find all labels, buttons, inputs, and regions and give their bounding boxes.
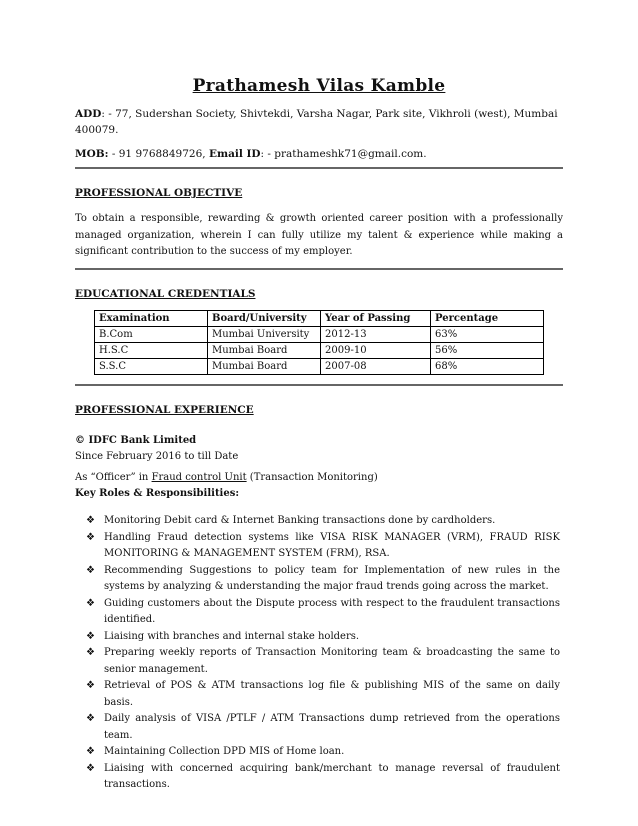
table-cell: Mumbai Board: [208, 343, 321, 359]
roles-heading: Key Roles & Responsibilities:: [75, 488, 240, 499]
objective-heading: PROFESSIONAL OBJECTIVE: [75, 187, 243, 199]
diamond-bullet-icon: ❖: [86, 647, 95, 658]
email-value: : - prathameshk71@gmail.com.: [260, 148, 427, 160]
address-label: ADD: [75, 108, 102, 120]
diamond-bullet-icon: ❖: [86, 680, 95, 691]
candidate-name: Prathamesh Vilas Kamble: [192, 76, 446, 96]
table-row: [95, 359, 544, 375]
responsibilities-list: [86, 513, 560, 794]
contact-line: [75, 146, 563, 162]
column-header: Year of Passing: [321, 311, 431, 327]
divider: [75, 384, 563, 386]
list-item: ❖ Guiding customers about the Dispute process with respect to the fraudulent transactions identified.: [86, 597, 560, 625]
company-name: © IDFC Bank Limited: [75, 435, 197, 446]
column-header: Examination: [95, 311, 208, 327]
table-cell: 2009-10: [321, 343, 431, 359]
table-cell: S.S.C: [95, 359, 208, 375]
mobile-label: MOB:: [75, 148, 109, 160]
column-header: Percentage: [431, 311, 544, 327]
table-cell: 2012-13: [321, 327, 431, 343]
list-item: ❖ Maintaining Collection DPD MIS of Home loan.: [86, 744, 560, 761]
table-cell: Mumbai University: [208, 327, 321, 343]
table-cell: B.Com: [95, 327, 208, 343]
table-cell: Mumbai Board: [208, 359, 321, 375]
list-item: ❖ Preparing weekly reports of Transaction Monitoring team & broadcasting the same to senior management.: [86, 647, 560, 675]
role-suffix: (Transaction Monitoring): [246, 472, 378, 483]
table-header-row: [95, 311, 544, 327]
diamond-bullet-icon: ❖: [86, 762, 95, 774]
table-cell: 2007-08: [321, 359, 431, 375]
list-item: ❖ Liaising with branches and internal stake holders.: [86, 629, 560, 646]
diamond-bullet-icon: ❖: [86, 515, 95, 526]
role-line: [75, 470, 563, 486]
list-item: ❖ Handling Fraud detection systems like VISA RISK MANAGER (VRM), FRAUD RISK MONITORING & MANAGEMENT SYSTEM (FRM), RSA.: [86, 531, 560, 559]
divider: [75, 167, 563, 169]
diamond-bullet-icon: ❖: [86, 746, 95, 757]
diamond-bullet-icon: ❖: [86, 531, 95, 543]
table-row: [95, 343, 544, 359]
address-line: [75, 106, 563, 138]
table-row: [95, 327, 544, 343]
table-cell: 56%: [431, 343, 544, 359]
education-heading: EDUCATIONAL CREDENTIALS: [75, 288, 256, 300]
column-header: Board/University: [208, 311, 321, 327]
diamond-bullet-icon: ❖: [86, 564, 95, 576]
table-cell: 68%: [431, 359, 544, 375]
list-item: ❖ Monitoring Debit card & Internet Banking transactions done by cardholders.: [86, 513, 560, 530]
diamond-bullet-icon: ❖: [86, 597, 95, 609]
role-unit: Fraud control Unit: [151, 472, 247, 483]
email-label: Email ID: [208, 148, 261, 160]
diamond-bullet-icon: ❖: [86, 713, 95, 724]
objective-text: To obtain a responsible, rewarding & growth oriented career position with a professionally managed organization, wherein I can fully utilize my talent & experience while making a significant contribution to the success of my employer.: [75, 213, 563, 257]
list-item: ❖ Retrieval of POS & ATM transactions log file & publishing MIS of the same on daily basis.: [86, 680, 560, 708]
table-cell: H.S.C: [95, 343, 208, 359]
address-value: : - 77, Sudershan Society, Shivtekdi, Varsha Nagar, Park site, Vikhroli (west), Mumbai 400079.: [75, 108, 558, 136]
experience-heading: PROFESSIONAL EXPERIENCE: [75, 404, 254, 416]
list-item: ❖ Liaising with concerned acquiring bank/merchant to manage reversal of fraudulent transactions.: [86, 762, 560, 790]
list-item: ❖ Daily analysis of VISA /PTLF / ATM Transactions dump retrieved from the operations team.: [86, 713, 560, 741]
diamond-bullet-icon: ❖: [86, 630, 95, 642]
mobile-value: - 91 9768849726,: [108, 148, 206, 160]
divider: [75, 268, 563, 270]
list-item: ❖ Recommending Suggestions to policy team for Implementation of new rules in the systems by analyzing & understanding the major fraud trends going across the market.: [86, 564, 560, 592]
table-cell: 63%: [431, 327, 544, 343]
employment-period: Since February 2016 to till Date: [75, 451, 239, 462]
education-table: [94, 310, 544, 375]
role-prefix: As “Officer” in: [75, 472, 152, 483]
